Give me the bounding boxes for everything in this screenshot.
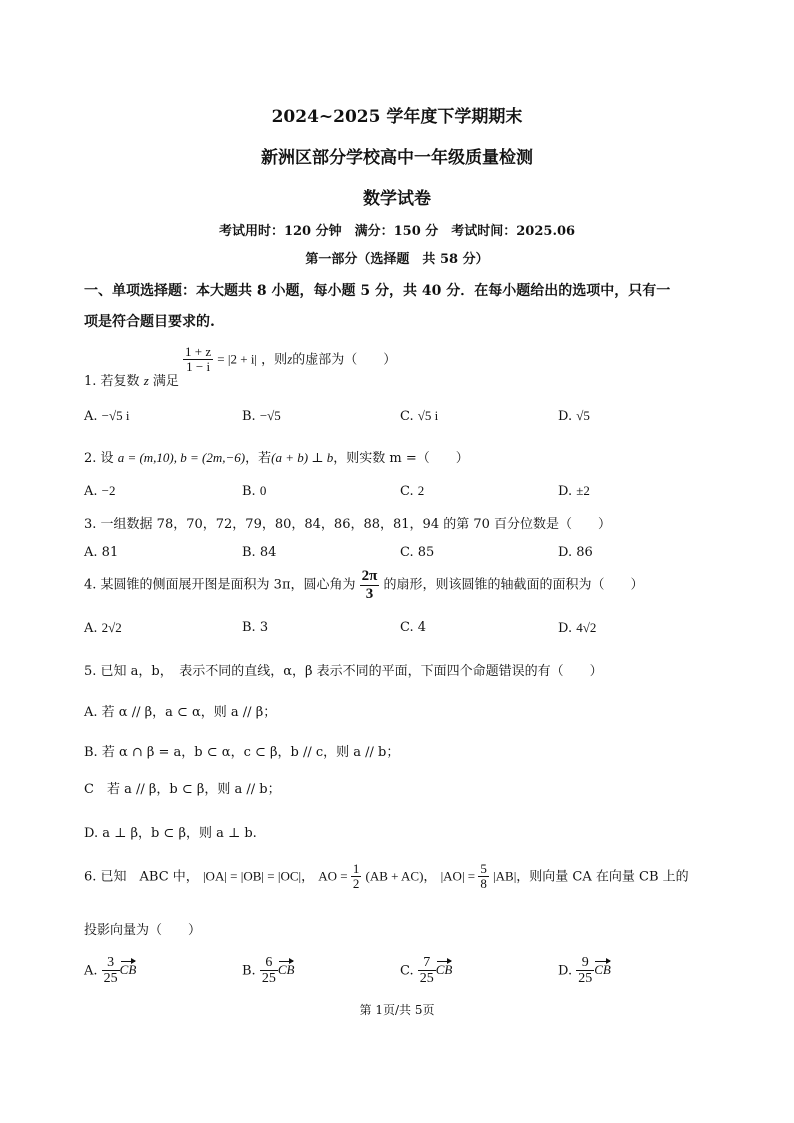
exam-year-title: 2024~2025 学年度下学期期末 <box>271 107 523 127</box>
q4-option-c: C. 4 <box>400 620 427 635</box>
question-3: 3. 一组数据 78，70，72，79，80，84，86，88，81，94 的第 70 百分位数是（ ） <box>84 517 612 532</box>
q2-option-d: D. ±2 <box>558 483 590 499</box>
q1-option-b: B. −√5 <box>242 408 281 424</box>
q5-option-b: B. 若 α ∩ β = a，b ⊂ α，c ⊂ β，b // c，则 a // b； <box>84 745 400 760</box>
q3-option-a: A. 81 <box>84 545 119 560</box>
q1-option-d: D. √5 <box>558 408 590 424</box>
q6-line2: 投影向量为（ ） <box>84 923 202 938</box>
q6-option-c: C. $\frac{7}{25}$ CB <box>400 955 453 987</box>
q5-option-a: A. 若 α // β，a ⊂ α，则 a // β； <box>84 705 277 720</box>
question-1: 1. 若复数 z 满足 $\frac{1 + z}{1 - i}$ = |2 + i| ，则z的虚部为（ ） <box>84 344 397 390</box>
q4-fraction: $\frac{2\pi}{3}$ <box>361 568 378 602</box>
question-4: 4. 某圆锥的侧面展开图是面积为 3π，圆心角为 $\frac{2\pi}{3}$ 的扇形，则该圆锥的轴截面的面积为（ ） <box>84 568 644 602</box>
part1-title: 第一部分（选择题 共 58 分） <box>305 252 489 267</box>
q4-option-a: A. 2√2 <box>84 620 122 636</box>
q5-option-c: C 若 a // β，b ⊂ β，则 a // b； <box>84 782 281 797</box>
q5-option-d: D. a ⊥ β，b ⊂ β，则 a ⊥ b. <box>84 826 257 841</box>
question-5: 5. 已知 a，b， 表示不同的直线，α，β 表示不同的平面，下面四个命题错误的有（ ） <box>84 664 603 679</box>
q1-option-c: C. √5 i <box>400 408 439 424</box>
q3-option-b: B. 84 <box>242 545 277 560</box>
page-footer: 第 1页/共 5页 <box>359 1003 435 1017</box>
q2-option-b: B. 0 <box>242 483 267 499</box>
exam-school-title: 新洲区部分学校高中一年级质量检测 <box>261 148 533 168</box>
exam-info: 考试用时：120 分钟 满分：150 分 考试时间：2025.06 <box>218 224 576 239</box>
q1-fraction: $\frac{1 + z}{1 - i}$ <box>185 344 212 375</box>
question-2: 2. 设 a = (m,10), b = (2m,−6)，若(a + b) ⊥ b，则实数 m =（ ） <box>84 450 469 466</box>
instructions-line1: 一、单项选择题：本大题共 8 小题，每小题 5 分，共 40 分．在每小题给出的选项中，只有一 <box>84 283 671 299</box>
exam-subject-title: 数学试卷 <box>363 189 431 209</box>
q6-option-a: A. $\frac{3}{25}$ CB <box>84 955 137 987</box>
question-6: 6. 已知 ABC 中， |OA| = |OB| = |OC|， AO = $\frac{1}{2}$ (AB + AC)， |AO| = $\frac{5}{8}$ |AB|，则向量 CA 在向量 CB 上的 <box>84 861 689 892</box>
q6-option-b: B. $\frac{6}{25}$ CB <box>242 955 295 987</box>
q3-option-c: C. 85 <box>400 545 435 560</box>
q4-option-b: B. 3 <box>242 620 269 635</box>
instructions-line2: 项是符合题目要求的. <box>84 314 215 330</box>
q4-option-d: D. 4√2 <box>558 620 597 636</box>
q3-option-d: D. 86 <box>558 545 593 560</box>
q2-option-c: C. 2 <box>400 483 425 499</box>
q1-option-a: A. −√5 i <box>84 408 130 424</box>
q6-option-d: D. $\frac{9}{25}$ CB <box>558 955 611 987</box>
q2-option-a: A. −2 <box>84 483 116 499</box>
